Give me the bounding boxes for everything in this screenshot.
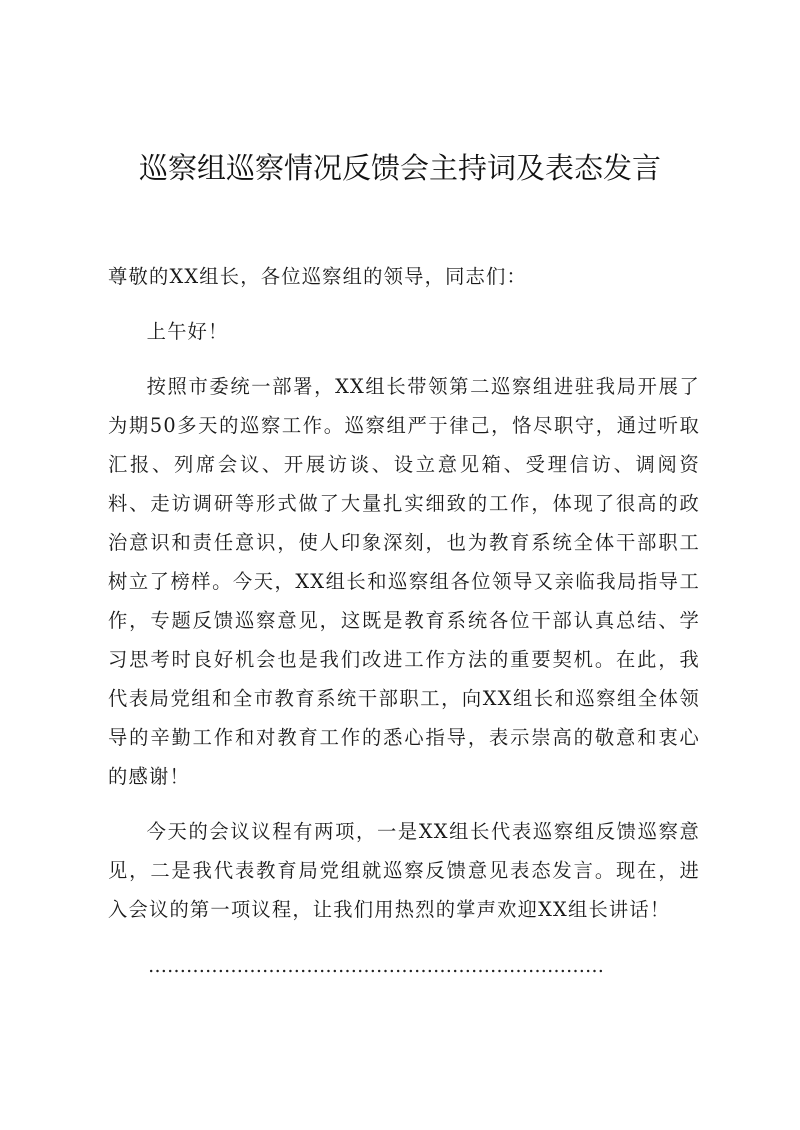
ellipsis-line: ……………………………………………………………… — [148, 955, 604, 977]
paragraph-1: 按照市委统一部署，XX组长带领第二巡察组进驻我局开展了为期50多天的巡察工作。巡察组严于律己，恪尽职守，通过听取汇报、列席会议、开展访谈、设立意见箱、受理信访、调阅资料、走访调研等形式做了大量扎实细致的工作，体现了很高的政治意识和责任意识，使人印象深刻，也为教育系统全体干部职工树立了榜样。今天，XX组长和巡察组各位领导又亲临我局指导工作，专题反馈巡察意见，这既是教育系统各位干部认真总结、学习思考时良好机会也是我们改进工作方法的重要契机。在此，我代表局党组和全市教育系统干部职工，向XX组长和巡察组全体领导的辛勤工作和对教育工作的悉心指导，表示崇高的敬意和衷心的感谢！ — [108, 375, 700, 788]
document-title: 巡察组巡察情况反馈会主持词及表态发言 — [138, 151, 661, 185]
salutation-line: 尊敬的XX组长，各位巡察组的领导，同志们： — [108, 265, 527, 288]
paragraph-2: 今天的会议议程有两项，一是XX组长代表巡察组反馈巡察意见，二是我代表教育局党组就巡察反馈意见表态发言。现在，进入会议的第一项议程，让我们用热烈的掌声欢迎XX组长讲话！ — [108, 820, 700, 921]
document-body — [108, 257, 700, 945]
greeting-line: 上午好！ — [146, 320, 229, 343]
